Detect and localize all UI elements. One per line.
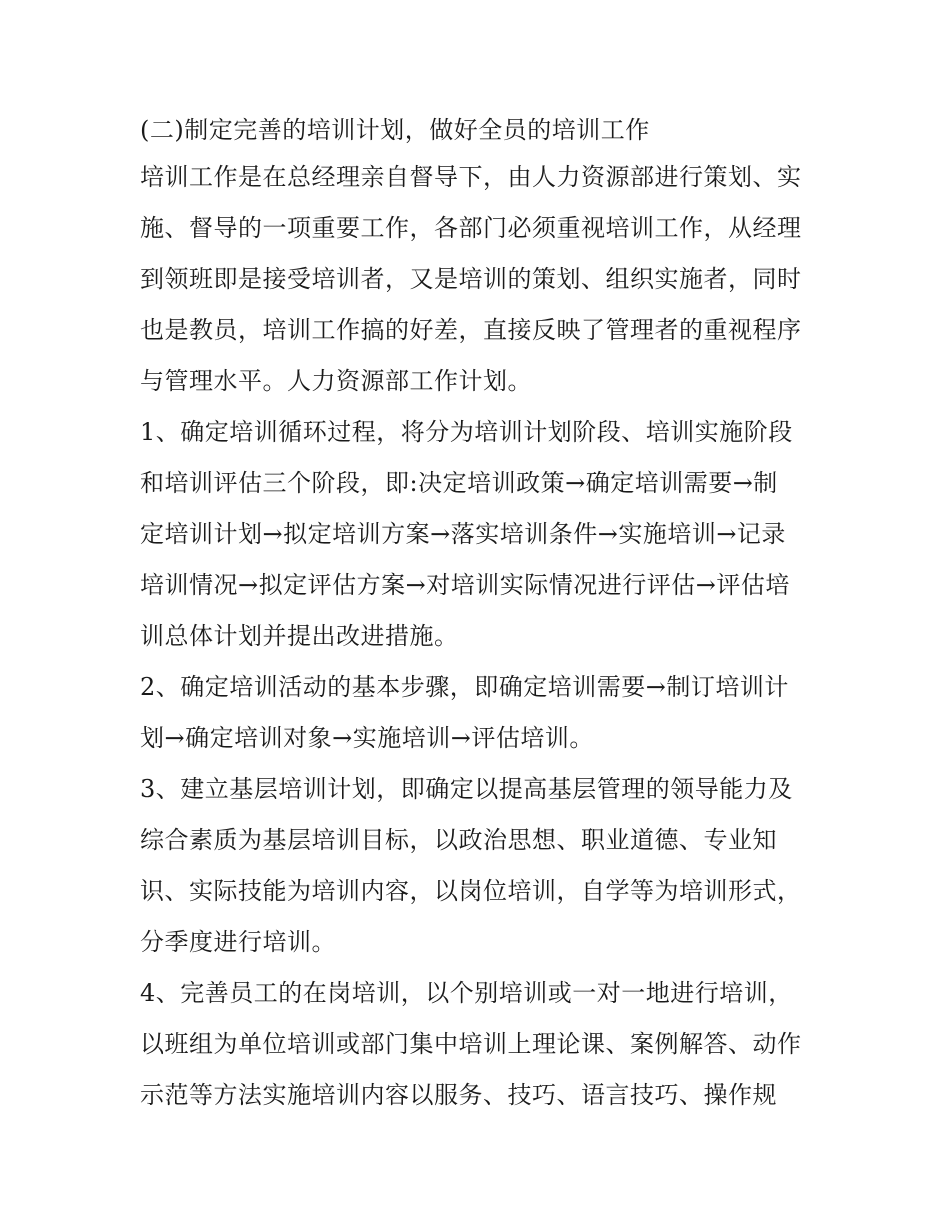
paragraph-line: 到领班即是接受培训者，又是培训的策划、组织实施者，同时	[140, 265, 802, 293]
list-item-line: 培训情况→拟定评估方案→对培训实际情况进行评估→评估培	[140, 571, 790, 599]
paragraph-line: 施、督导的一项重要工作，各部门必须重视培训工作，从经理	[140, 214, 802, 242]
list-item-line: 示范等方法实施培训内容以服务、技巧、语言技巧、操作规	[140, 1081, 777, 1109]
list-item-line: 3、建立基层培训计划，即确定以提高基层管理的领导能力及	[140, 775, 793, 803]
list-item-line: 分季度进行培训。	[140, 928, 336, 956]
list-item-line: 训总体计划并提出改进措施。	[140, 622, 459, 650]
document-body	[140, 108, 820, 1121]
list-item-line: 1、确定培训循环过程，将分为培训计划阶段、培训实施阶段	[140, 418, 793, 446]
list-item-line: 定培训计划→拟定培训方案→落实培训条件→实施培训→记录	[140, 520, 786, 548]
list-item-line: 综合素质为基层培训目标，以政治思想、职业道德、专业知	[140, 826, 777, 854]
list-item-line: 以班组为单位培训或部门集中培训上理论课、案例解答、动作	[140, 1030, 802, 1058]
paragraph-line: 与管理水平。人力资源部工作计划。	[140, 367, 532, 395]
paragraph-line: 培训工作是在总经理亲自督导下，由人力资源部进行策划、实	[140, 163, 802, 191]
list-item-line: 2、确定培训活动的基本步骤，即确定培训需要→制订培训计	[140, 673, 789, 701]
section-heading: (二)制定完善的培训计划，做好全员的培训工作	[140, 116, 650, 144]
list-item-line: 和培训评估三个阶段，即:决定培训政策→确定培训需要→制	[140, 469, 778, 497]
paragraph-line: 也是教员，培训工作搞的好差，直接反映了管理者的重视程序	[140, 316, 802, 344]
list-item-line: 4、完善员工的在岗培训，以个别培训或一对一地进行培训，	[140, 979, 793, 1007]
list-item-line: 划→确定培训对象→实施培训→评估培训。	[140, 724, 594, 752]
list-item-line: 识、实际技能为培训内容，以岗位培训，自学等为培训形式，	[140, 877, 802, 905]
